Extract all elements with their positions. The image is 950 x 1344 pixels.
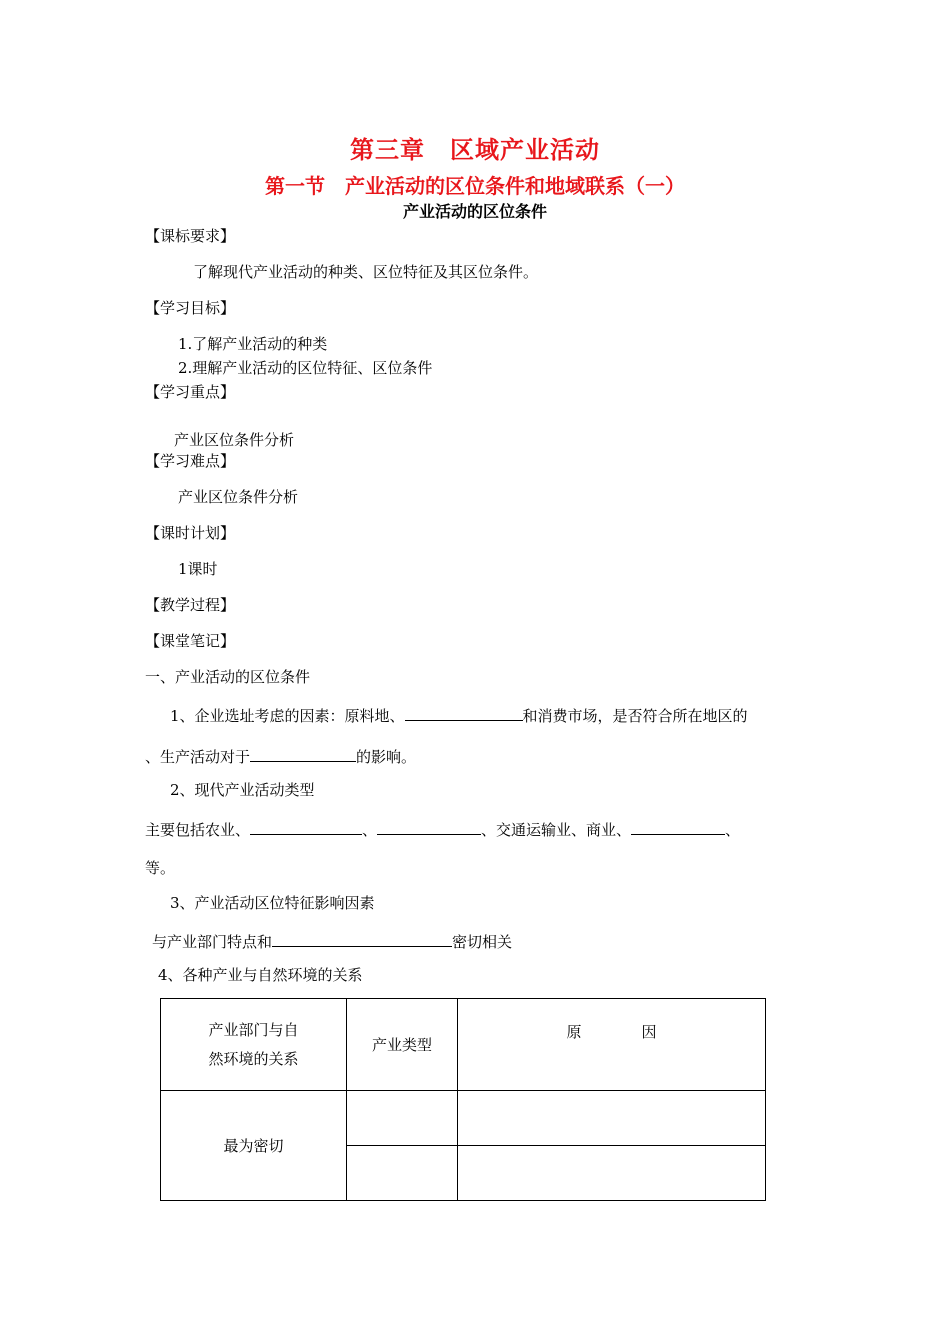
curriculum-text: 了解现代产业活动的种类、区位特征及其区位条件。	[193, 263, 539, 281]
table-cell-empty[interactable]	[347, 1091, 458, 1146]
industry-environment-table	[160, 998, 766, 1201]
q2-sep: 、	[362, 821, 378, 839]
question-3-line	[152, 932, 512, 950]
q2-end: 、	[725, 821, 741, 839]
fill-blank[interactable]	[631, 820, 725, 835]
q2-text-a: 主要包括农业、	[145, 821, 251, 839]
table-row	[161, 1091, 766, 1146]
schedule-text: 1课时	[178, 560, 218, 578]
chapter-title: 第三章 区域产业活动	[350, 136, 600, 164]
section-title: 第一节 产业活动的区位条件和地域联系（一）	[265, 174, 685, 198]
table-cell-empty[interactable]	[347, 1146, 458, 1201]
table-cell-empty[interactable]	[458, 1146, 766, 1201]
q3-text-b: 密切相关	[452, 933, 513, 951]
objective-item-2: 2.理解产业活动的区位特征、区位条件	[178, 359, 433, 377]
question-1-line-1	[170, 706, 748, 724]
fill-blank[interactable]	[377, 820, 481, 835]
objectives-header: 【学习目标】	[145, 299, 236, 317]
question-2-line-1	[145, 820, 740, 838]
difficulties-text: 产业区位条件分析	[178, 488, 299, 506]
fill-blank[interactable]	[250, 747, 356, 762]
fill-blank[interactable]	[405, 706, 523, 721]
difficulties-header: 【学习难点】	[145, 452, 236, 470]
part1-heading: 一、产业活动的区位条件	[145, 668, 311, 686]
q1-text-a: 1、企业选址考虑的因素：原料地、	[170, 707, 405, 725]
schedule-header: 【课时计划】	[145, 524, 236, 542]
page-subtitle: 产业活动的区位条件	[402, 202, 547, 221]
table-header-row	[161, 999, 766, 1091]
process-header: 【教学过程】	[145, 596, 236, 614]
question-2-heading: 2、现代产业活动类型	[170, 781, 315, 799]
curriculum-header: 【课标要求】	[145, 227, 236, 245]
header-cell-reason: 原 因	[458, 999, 766, 1091]
question-1-line-2	[145, 747, 416, 765]
key-points-text: 产业区位条件分析	[174, 431, 295, 449]
q1-text-c: 、生产活动对于	[145, 748, 251, 766]
header-cell-industry-type: 产业类型	[347, 999, 458, 1091]
q2-text-b: 、交通运输业、商业、	[481, 821, 632, 839]
key-points-header: 【学习重点】	[145, 383, 236, 401]
q1-text-d: 的影响。	[356, 748, 417, 766]
question-2-line-2: 等。	[145, 859, 176, 877]
header-cell-relationship: 产业部门与自 然环境的关系	[161, 999, 347, 1091]
q3-text-a: 与产业部门特点和	[152, 933, 273, 951]
table-cell-empty[interactable]	[458, 1091, 766, 1146]
objective-item-1: 1.了解产业活动的种类	[178, 335, 328, 353]
fill-blank[interactable]	[250, 820, 362, 835]
question-3-heading: 3、产业活动区位特征影响因素	[170, 894, 375, 912]
row-label-closest: 最为密切	[161, 1091, 347, 1201]
fill-blank[interactable]	[272, 932, 452, 947]
q1-text-b: 和消费市场，是否符合所在地区的	[522, 707, 748, 725]
notes-header: 【课堂笔记】	[145, 632, 236, 650]
question-4-heading: 4、各种产业与自然环境的关系	[158, 966, 363, 984]
